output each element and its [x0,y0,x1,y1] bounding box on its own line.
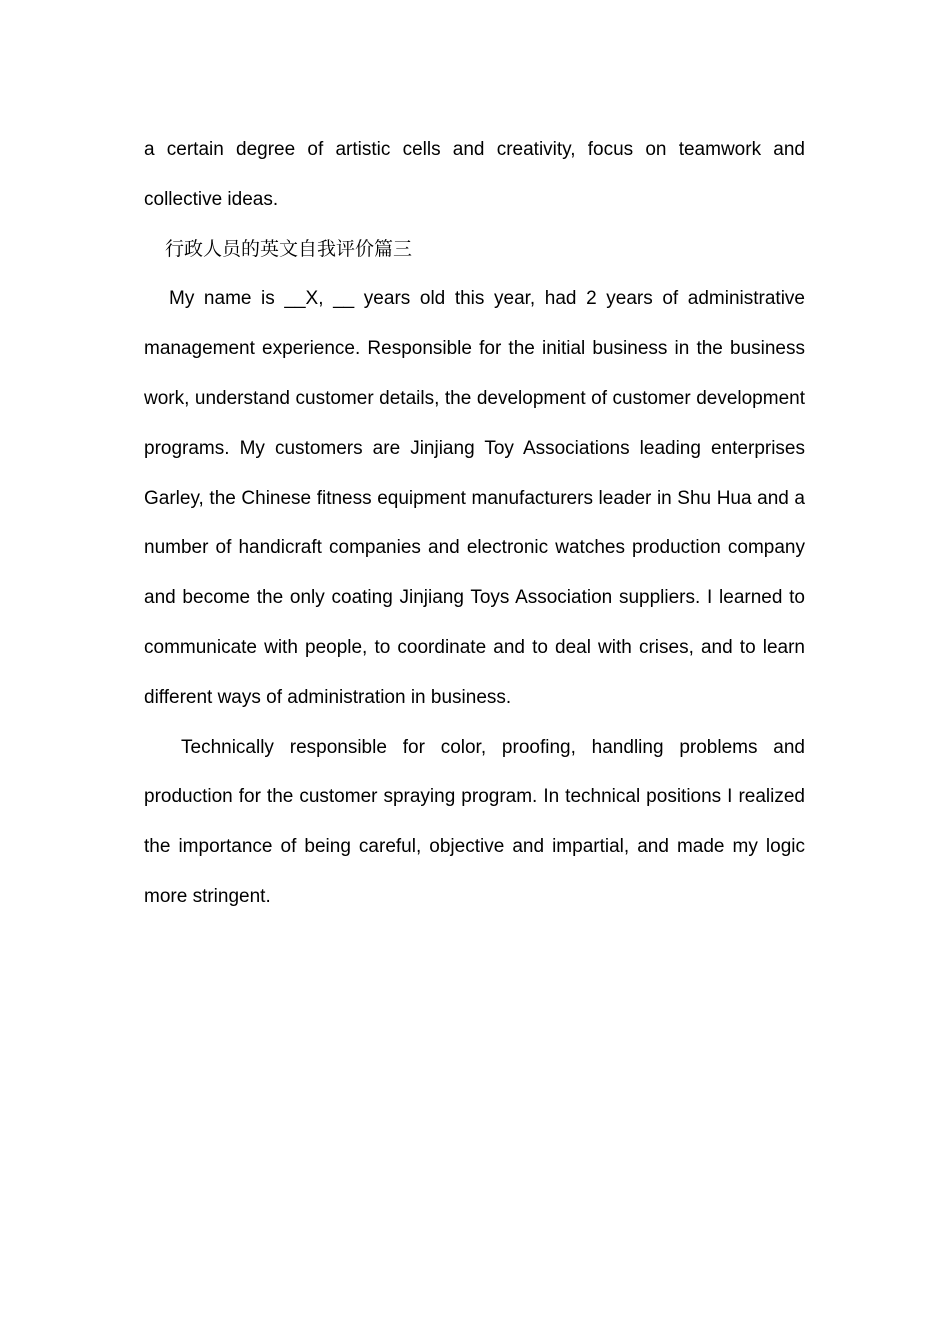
section-heading: 行政人员的英文自我评价篇三 [165,237,413,260]
paragraph-self-introduction: My name is __X, __ years old this year, had 2 years of administrative management experience. Responsible for the initial business in the business work, understand customer details, the development of customer development programs. My customers are Jinjiang Toy Associations leading enterprises Garley, the Chinese fitness equipment manufacturers leader in Shu Hua and a number of handicraft companies and electronic watches production company and become the only coating Jinjiang Toys Association suppliers. I learned to communicate with people, to coordinate and to deal with crises, and to learn different ways of administration in business. [144,288,805,708]
document-body [144,125,805,922]
paragraph-intro-continuation: a certain degree of artistic cells and creativity, focus on teamwork and collective ideas. [144,139,805,210]
paragraph-technical-responsibilities: Technically responsible for color, proofing, handling problems and production for the customer spraying program. In technical positions I realized the importance of being careful, objective and impartial, and made my logic more stringent. [144,736,805,907]
